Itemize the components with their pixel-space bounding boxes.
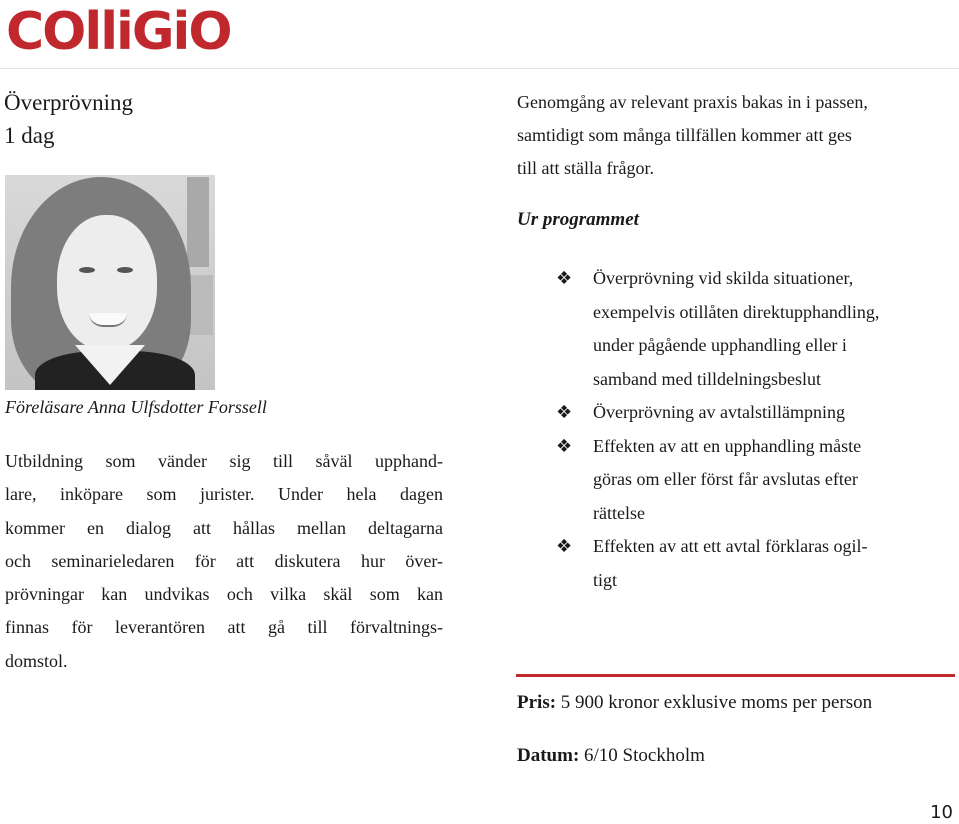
description-line: finnas för leverantören att gå till förvaltnings- bbox=[5, 617, 443, 638]
description-line: Utbildning som vänder sig till såväl upphand- bbox=[5, 451, 443, 471]
lecturer-photo bbox=[5, 175, 215, 390]
program-item-line: tigt bbox=[593, 569, 618, 590]
course-intro bbox=[517, 86, 955, 185]
price-divider bbox=[516, 674, 955, 677]
program-item bbox=[556, 396, 956, 430]
program-item bbox=[556, 262, 956, 396]
program-item-line: Överprövning vid skilda situationer, bbox=[593, 268, 854, 288]
program-item-line: rättelse bbox=[593, 502, 645, 523]
lecturer-caption: Föreläsare Anna Ulfsdotter Forssell bbox=[5, 397, 267, 417]
page-number: 10 bbox=[930, 802, 953, 823]
intro-line: samtidigt som många tillfällen kommer att ges bbox=[517, 125, 852, 145]
program-item-line: samband med tilldelningsbeslut bbox=[593, 368, 821, 389]
date-label: Datum: bbox=[517, 745, 580, 766]
course-name: Överprövning bbox=[4, 90, 134, 115]
course-title bbox=[4, 86, 133, 152]
date-value: 6/10 Stockholm bbox=[579, 745, 705, 766]
colligio-logo: COlliGiO bbox=[6, 2, 231, 62]
program-item-line: Överprövning av avtalstillämpning bbox=[593, 402, 845, 422]
description-line: prövningar kan undvikas och vilka skäl som kan bbox=[5, 584, 443, 605]
price-line bbox=[517, 689, 872, 717]
program-item-line: under pågående upphandling eller i bbox=[593, 335, 847, 355]
course-description bbox=[5, 445, 443, 678]
intro-line: till att ställa frågor. bbox=[517, 158, 654, 178]
diamond-bullet-icon: ❖ bbox=[556, 268, 573, 289]
diamond-bullet-icon: ❖ bbox=[556, 402, 573, 423]
program-heading: Ur programmet bbox=[517, 209, 639, 230]
date-line bbox=[517, 742, 705, 770]
diamond-bullet-icon: ❖ bbox=[556, 435, 573, 457]
program-item-line: exempelvis otillåten direktupphandling, bbox=[593, 301, 880, 322]
header-divider bbox=[0, 68, 959, 69]
course-duration: 1 dag bbox=[4, 123, 55, 148]
program-list bbox=[556, 262, 956, 597]
description-line: kommer en dialog att hållas mellan deltagarna bbox=[5, 517, 443, 538]
program-item-line: Effekten av att en upphandling måste bbox=[593, 435, 862, 456]
program-item bbox=[556, 530, 956, 597]
intro-line: Genomgång av relevant praxis bakas in i passen, bbox=[517, 92, 868, 112]
description-line: domstol. bbox=[5, 650, 68, 671]
description-line: och seminarieledaren för att diskutera hur över- bbox=[5, 550, 443, 571]
description-line: lare, inköpare som jurister. Under hela dagen bbox=[5, 484, 443, 505]
program-item bbox=[556, 430, 956, 531]
price-label: Pris: bbox=[517, 692, 557, 713]
program-item-line: Effekten av att ett avtal förklaras ogil- bbox=[593, 536, 868, 556]
price-value: 5 900 kronor exklusive moms per person bbox=[556, 692, 873, 713]
diamond-bullet-icon: ❖ bbox=[556, 536, 573, 557]
program-item-line: göras om eller först får avslutas efter bbox=[593, 469, 858, 489]
